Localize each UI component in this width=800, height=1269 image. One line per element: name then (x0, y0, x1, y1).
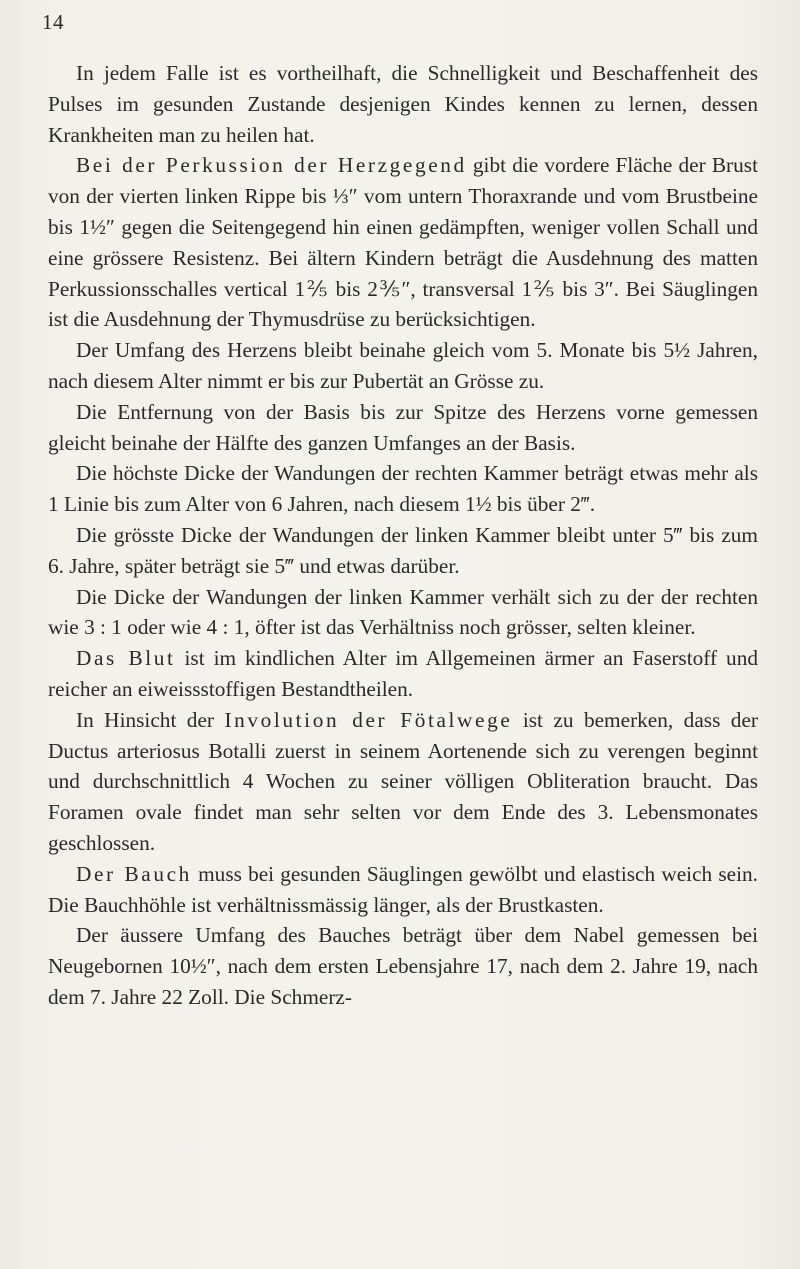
paragraph-text: Der Umfang des Herzens bleibt beinahe gleich vom 5. Monate bis 5½ Jahren, nach diesem Alter nimmt er bis zur Pubertät an Grösse zu. (48, 338, 758, 393)
body-text (48, 58, 758, 1013)
paragraph-abdomen (48, 859, 758, 921)
emphasized-heading: Der Bauch (76, 861, 192, 886)
paragraph-text: ist zu bemerken, dass der Ductus arteriosus Botalli zuerst in seinem Aortenende sich zu verengen beginnt und durchschnittlich 4 Wochen zu seiner völligen Obliteration braucht. Das Foramen ovale findet man sehr selten vor dem Ende des 3. Lebensmonates geschlossen. (48, 707, 758, 855)
paragraph-heart-distance (48, 397, 758, 459)
emphasized-heading: Involution der Fötalwege (224, 707, 513, 732)
paragraph-text: Die Entfernung von der Basis bis zur Spitze des Herzens vorne gemessen gleicht beinahe der Hälfte des ganzen Umfanges an der Basis. (48, 399, 758, 455)
paragraph-abdomen-circumference (48, 920, 758, 1012)
paragraph-heart-percussion (48, 150, 758, 335)
paragraph-text: Die grösste Dicke der Wandungen der linken Kammer bleibt unter 5‴ bis zum 6. Jahre, später beträgt sie 5‴ und etwas darüber. (48, 522, 758, 578)
page-number: 14 (42, 10, 64, 34)
paragraph-prefix: In Hinsicht der (76, 707, 225, 732)
paragraph-text: In jedem Falle ist es vortheilhaft, die Schnelligkeit und Beschaffenheit des Pulses im gesunden Zustande desjenigen Kindes kennen zu lernen, dessen Krankheiten man zu heilen hat. (48, 61, 758, 147)
paragraph-text: Der äussere Umfang des Bauches beträgt über dem Nabel gemessen bei Neugebornen 10½″, nach dem ersten Lebensjahre 17, nach dem 2. Jahre 19, nach dem 7. Jahre 22 Zoll. Die Schmerz- (48, 923, 758, 1009)
paragraph-text: Die höchste Dicke der Wandungen der rechten Kammer beträgt etwas mehr als 1 Linie bis zum Alter von 6 Jahren, nach diesem 1½ bis über 2‴. (48, 461, 758, 517)
paragraph-wall-ratio (48, 582, 758, 644)
paragraph-text: ist im kindlichen Alter im Allgemeinen ärmer an Faserstoff und reicher an eiweissstoffigen Bestandtheilen. (48, 646, 758, 701)
paragraph-text: gibt die vordere Fläche der Brust von der vierten linken Rippe bis ⅓″ vom untern Thoraxrande und vom Brustbeine bis 1½″ gegen die Seitengegend hin einen gedämpften, weniger vollen Schall und eine grössere Resistenz. Bei ältern Kindern beträgt die Ausdehnung des matten Perkussionsschalles vertical 1⅖ bis 2⅗″, transversal 1⅖ bis 3″. Bei Säuglingen ist die Ausdehnung der Thymusdrüse zu berücksichtigen. (48, 153, 758, 332)
paragraph-text: Die Dicke der Wandungen der linken Kammer verhält sich zu der der rechten wie 3 : 1 oder wie 4 : 1, öfter ist das Verhältniss noch grösser, selten kleiner. (48, 584, 758, 640)
emphasized-heading: Bei der Perkussion der Herzgegend (76, 153, 467, 178)
paragraph-pulse (48, 58, 758, 150)
paragraph-text: muss bei gesunden Säuglingen gewölbt und elastisch weich sein. Die Bauchhöhle ist verhältnissmässig länger, als der Brustkasten. (48, 861, 758, 917)
paragraph-fetal-pathways (48, 705, 758, 859)
emphasized-heading: Das Blut (76, 646, 176, 671)
paragraph-heart-size (48, 335, 758, 397)
paragraph-blood (48, 643, 758, 705)
paragraph-left-ventricle (48, 520, 758, 582)
paragraph-right-ventricle (48, 458, 758, 520)
